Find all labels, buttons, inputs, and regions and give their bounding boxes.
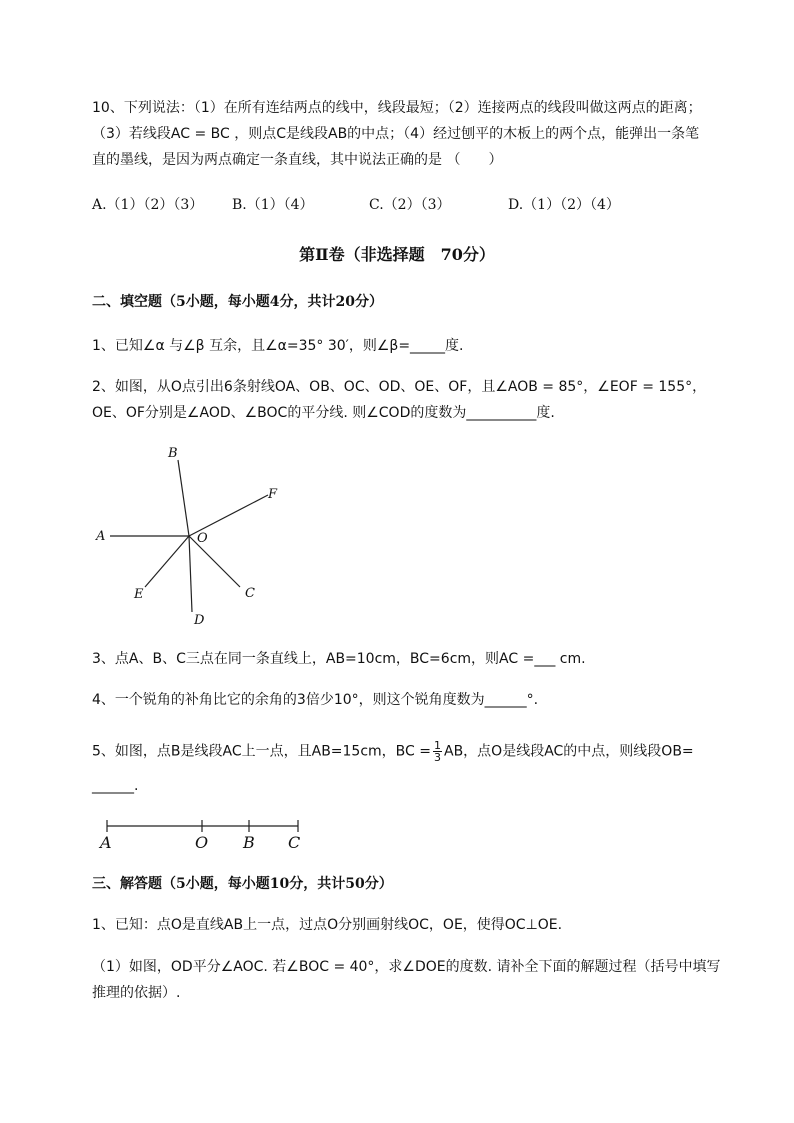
label-f: F (268, 487, 278, 502)
ray-od (189, 536, 192, 612)
label-d: D (194, 613, 205, 628)
fill-q5-line-1 (92, 740, 694, 763)
label-c: C (245, 586, 255, 601)
q10-option-a: A.（1）（2）（3） (92, 197, 204, 213)
label-b: B (168, 446, 178, 461)
fill-q2-line-1: 2、如图，从O点引出6条射线OA、OB、OC、OD、OE、OF，且∠AOB = 85°，∠EOF = 155°， (92, 379, 707, 395)
solve-q1-sub-line-1: （1）如图，OD平分∠AOC. 若∠BOC = 40°，求∠DOE的度数. 请补全下面的解题过程（括号中填写 (92, 959, 721, 975)
q10-option-b: B.（1）（4） (232, 197, 314, 213)
solve-q1: 1、已知：点O是直线AB上一点，过点O分别画射线OC，OE，使得OC⊥OE. (92, 917, 563, 933)
fill-q1: 1、已知∠α 与∠β 互余，且∠α=35° 30′，则∠β=_____度. (92, 338, 464, 354)
q10-line-3: 直的墨线，是因为两点确定一条直线，其中说法正确的是 （ ） (92, 152, 503, 168)
ray-of (189, 495, 268, 536)
fill-q5-post: AB，点O是线段AC的中点，则线段OB= (444, 743, 694, 760)
fill-q2-line-2: OE、OF分别是∠AOD、∠BOC的平分线. 则∠COD的度数为__________度. (92, 405, 555, 421)
seg-label-a: A (100, 833, 112, 852)
ray-oe (145, 536, 189, 587)
seg-label-b: B (243, 833, 255, 852)
fraction-denominator: 3 (434, 751, 441, 764)
fill-q5-pre: 5、如图，点B是线段AC上一点，且AB=15cm，BC = (92, 743, 431, 760)
section3-heading: 三、解答题（5小题，每小题10分，共计50分） (92, 876, 393, 892)
rays-diagram (90, 440, 300, 630)
part2-title: 第Ⅱ卷（非选择题 70分） (299, 245, 495, 264)
label-a: A (96, 529, 106, 544)
q10-option-d: D.（1）（2）（4） (508, 197, 620, 213)
fill-q3: 3、点A、B、C三点在同一条直线上，AB=10cm，BC=6cm，则AC =___ cm. (92, 651, 586, 667)
solve-q1-sub-line-2: 推理的依据）. (92, 985, 181, 1001)
fraction-one-third (433, 740, 442, 763)
label-o: O (197, 531, 208, 546)
seg-label-c: C (288, 833, 301, 852)
q10-option-c: C.（2）（3） (369, 197, 451, 213)
fraction-numerator: 1 (434, 739, 441, 752)
q10-line-2: （3）若线段AC = BC ，则点C是线段AB的中点；（4）经过刨平的木板上的两个点，能弹出一条笔 (92, 126, 700, 142)
ray-ob (178, 460, 189, 536)
q10-line-1: 10、下列说法：（1）在所有连结两点的线中，线段最短；（2）连接两点的线段叫做这两点的距离； (92, 100, 702, 116)
fill-q4: 4、一个锐角的补角比它的余角的3倍少10°，则这个锐角度数为______°. (92, 692, 539, 708)
seg-label-o: O (195, 833, 209, 852)
label-e: E (134, 587, 144, 602)
fill-q5-line-2: ______. (92, 778, 139, 794)
segment-diagram (92, 812, 312, 857)
section2-heading: 二、填空题（5小题，每小题4分，共计20分） (92, 294, 383, 310)
